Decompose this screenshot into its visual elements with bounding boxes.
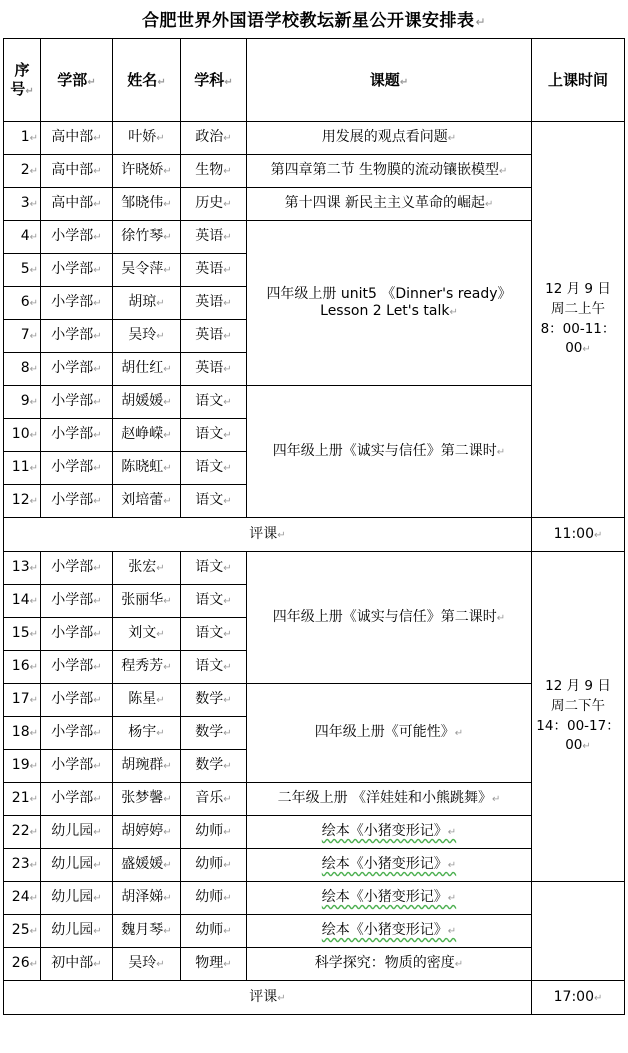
header-time: 上课时间 <box>532 39 625 122</box>
row-name: 陈星 ↵ <box>113 684 181 717</box>
row-no: 24 ↵ <box>4 882 41 915</box>
row-name: 徐竹琴 ↵ <box>113 221 181 254</box>
row-subject: 幼师 ↵ <box>181 882 247 915</box>
row-topic: 绘本《小猪变形记》 ↵ <box>247 816 532 849</box>
row-dept: 幼儿园 ↵ <box>41 915 113 948</box>
row-topic: 绘本《小猪变形记》 ↵ <box>247 882 532 915</box>
row-name: 吴令萍 ↵ <box>113 254 181 287</box>
row-topic: 绘本《小猪变形记》 ↵ <box>247 849 532 882</box>
row-no: 23 ↵ <box>4 849 41 882</box>
row-subject: 幼师 ↵ <box>181 915 247 948</box>
row-dept: 幼儿园 ↵ <box>41 816 113 849</box>
table-row <box>4 849 625 882</box>
row-no: 19 ↵ <box>4 750 41 783</box>
row-dept: 初中部 ↵ <box>41 948 113 981</box>
row-name: 陈晓虹 ↵ <box>113 452 181 485</box>
row-dept: 小学部 ↵ <box>41 353 113 386</box>
row-no: 5 ↵ <box>4 254 41 287</box>
review-label: 评课 ↵ <box>4 981 532 1015</box>
header-name: 姓名 ↵ <box>113 39 181 122</box>
row-dept: 小学部 ↵ <box>41 552 113 585</box>
table-row <box>4 221 625 254</box>
row-dept: 小学部 ↵ <box>41 783 113 816</box>
header-topic: 课题 ↵ <box>247 39 532 122</box>
row-no: 15 ↵ <box>4 618 41 651</box>
row-topic: 绘本《小猪变形记》 ↵ <box>247 915 532 948</box>
row-subject: 数学 ↵ <box>181 684 247 717</box>
row-dept: 小学部 ↵ <box>41 419 113 452</box>
row-subject: 语文 ↵ <box>181 651 247 684</box>
row-no: 21 ↵ <box>4 783 41 816</box>
row-no: 22 ↵ <box>4 816 41 849</box>
row-subject: 语文 ↵ <box>181 618 247 651</box>
row-topic: 二年级上册 《洋娃娃和小熊跳舞》 ↵ <box>247 783 532 816</box>
row-dept: 小学部 ↵ <box>41 684 113 717</box>
row-no: 14 ↵ <box>4 585 41 618</box>
row-subject: 数学 ↵ <box>181 717 247 750</box>
row-name: 刘文 ↵ <box>113 618 181 651</box>
time-empty <box>532 882 625 981</box>
header-row <box>4 39 625 122</box>
row-no: 25 ↵ <box>4 915 41 948</box>
topic-english: 四年级上册 unit5 《Dinner's ready》 Lesson 2 Let's talk ↵ <box>247 221 532 386</box>
row-dept: 幼儿园 ↵ <box>41 882 113 915</box>
row-no: 9 ↵ <box>4 386 41 419</box>
row-name: 邹晓伟 ↵ <box>113 188 181 221</box>
table-row <box>4 783 625 816</box>
topic-chinese-a: 四年级上册《诚实与信任》第二课时 ↵ <box>247 386 532 518</box>
row-name: 吴玲 ↵ <box>113 320 181 353</box>
row-dept: 幼儿园 ↵ <box>41 849 113 882</box>
header-dept: 学部 ↵ <box>41 39 113 122</box>
row-no: 8 ↵ <box>4 353 41 386</box>
row-subject: 英语 ↵ <box>181 254 247 287</box>
row-subject: 语文 ↵ <box>181 552 247 585</box>
row-name: 张丽华 ↵ <box>113 585 181 618</box>
row-subject: 语文 ↵ <box>181 386 247 419</box>
row-name: 刘培蕾 ↵ <box>113 485 181 518</box>
row-subject: 数学 ↵ <box>181 750 247 783</box>
row-name: 叶娇 ↵ <box>113 122 181 155</box>
row-name: 吴玲 ↵ <box>113 948 181 981</box>
row-name: 胡婷婷 ↵ <box>113 816 181 849</box>
row-no: 4 ↵ <box>4 221 41 254</box>
row-dept: 小学部 ↵ <box>41 651 113 684</box>
row-subject: 语文 ↵ <box>181 419 247 452</box>
review-time: 17:00 ↵ <box>532 981 625 1015</box>
row-subject: 政治 ↵ <box>181 122 247 155</box>
row-subject: 英语 ↵ <box>181 320 247 353</box>
row-no: 1 ↵ <box>4 122 41 155</box>
topic-math: 四年级上册《可能性》 ↵ <box>247 684 532 783</box>
row-no: 10 ↵ <box>4 419 41 452</box>
table-row <box>4 188 625 221</box>
row-dept: 小学部 ↵ <box>41 452 113 485</box>
table-row <box>4 122 625 155</box>
row-no: 6 ↵ <box>4 287 41 320</box>
row-dept: 高中部 ↵ <box>41 122 113 155</box>
row-name: 赵峥嵘 ↵ <box>113 419 181 452</box>
row-topic: 科学探究：物质的密度 ↵ <box>247 948 532 981</box>
table-row <box>4 816 625 849</box>
row-no: 13 ↵ <box>4 552 41 585</box>
row-subject: 音乐 ↵ <box>181 783 247 816</box>
row-no: 17 ↵ <box>4 684 41 717</box>
row-no: 26 ↵ <box>4 948 41 981</box>
row-subject: 语文 ↵ <box>181 452 247 485</box>
review-time: 11:00 ↵ <box>532 518 625 552</box>
row-dept: 小学部 ↵ <box>41 221 113 254</box>
time-morning: 12 月 9 日 周二上午 8：00-11： 00 ↵ <box>532 122 625 518</box>
row-dept: 小学部 ↵ <box>41 287 113 320</box>
row-name: 盛媛媛 ↵ <box>113 849 181 882</box>
row-topic: 第四章第二节 生物膜的流动镶嵌模型 ↵ <box>247 155 532 188</box>
row-name: 胡仕红 ↵ <box>113 353 181 386</box>
row-no: 16 ↵ <box>4 651 41 684</box>
time-afternoon: 12 月 9 日 周二下午 14：00-17： 00 ↵ <box>532 552 625 882</box>
table-row <box>4 915 625 948</box>
row-name: 杨宇 ↵ <box>113 717 181 750</box>
row-subject: 英语 ↵ <box>181 221 247 254</box>
row-subject: 生物 ↵ <box>181 155 247 188</box>
row-dept: 小学部 ↵ <box>41 585 113 618</box>
review-label: 评课 ↵ <box>4 518 532 552</box>
row-subject: 英语 ↵ <box>181 353 247 386</box>
row-name: 胡媛媛 ↵ <box>113 386 181 419</box>
review-row <box>4 518 625 552</box>
table-row <box>4 552 625 585</box>
row-no: 2 ↵ <box>4 155 41 188</box>
table-row <box>4 155 625 188</box>
row-subject: 英语 ↵ <box>181 287 247 320</box>
row-topic: 用发展的观点看问题 ↵ <box>247 122 532 155</box>
row-dept: 小学部 ↵ <box>41 750 113 783</box>
row-dept: 小学部 ↵ <box>41 485 113 518</box>
schedule-table <box>3 38 625 1015</box>
row-name: 胡泽娣 ↵ <box>113 882 181 915</box>
row-dept: 小学部 ↵ <box>41 254 113 287</box>
row-no: 7 ↵ <box>4 320 41 353</box>
table-row <box>4 684 625 717</box>
row-subject: 语文 ↵ <box>181 485 247 518</box>
row-no: 18 ↵ <box>4 717 41 750</box>
row-name: 许晓娇 ↵ <box>113 155 181 188</box>
row-name: 魏月琴 ↵ <box>113 915 181 948</box>
row-name: 张梦馨 ↵ <box>113 783 181 816</box>
row-dept: 小学部 ↵ <box>41 386 113 419</box>
review-row <box>4 981 625 1015</box>
topic-chinese-b: 四年级上册《诚实与信任》第二课时 ↵ <box>247 552 532 684</box>
row-dept: 高中部 ↵ <box>41 155 113 188</box>
header-no: 序 号 ↵ <box>4 39 41 122</box>
row-no: 3 ↵ <box>4 188 41 221</box>
table-row <box>4 948 625 981</box>
header-subject: 学科 ↵ <box>181 39 247 122</box>
row-topic: 第十四课 新民主主义革命的崛起 ↵ <box>247 188 532 221</box>
row-dept: 小学部 ↵ <box>41 717 113 750</box>
row-name: 胡琬群 ↵ <box>113 750 181 783</box>
row-subject: 幼师 ↵ <box>181 816 247 849</box>
row-dept: 高中部 ↵ <box>41 188 113 221</box>
page-title: 合肥世界外国语学校教坛新星公开课安排表↵ <box>141 11 487 31</box>
row-dept: 小学部 ↵ <box>41 320 113 353</box>
row-name: 张宏 ↵ <box>113 552 181 585</box>
row-subject: 物理 ↵ <box>181 948 247 981</box>
row-name: 胡琼 ↵ <box>113 287 181 320</box>
row-no: 11 ↵ <box>4 452 41 485</box>
table-row <box>4 882 625 915</box>
row-subject: 历史 ↵ <box>181 188 247 221</box>
row-subject: 语文 ↵ <box>181 585 247 618</box>
row-dept: 小学部 ↵ <box>41 618 113 651</box>
table-row <box>4 386 625 419</box>
row-subject: 幼师 ↵ <box>181 849 247 882</box>
row-no: 12 ↵ <box>4 485 41 518</box>
row-name: 程秀芳 ↵ <box>113 651 181 684</box>
